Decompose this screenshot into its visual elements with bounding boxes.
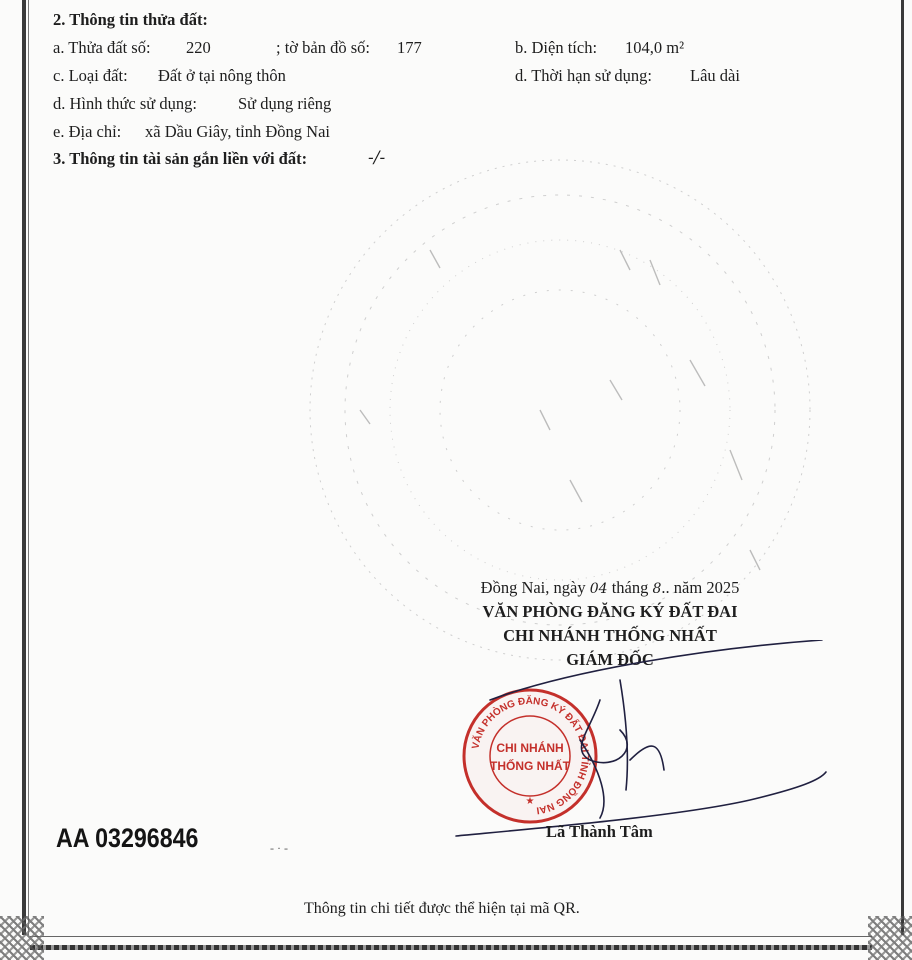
frame-border-left-inner xyxy=(28,0,29,935)
office-name-line2: CHI NHÁNH THỐNG NHẤT xyxy=(503,626,717,645)
land-type-value: Đất ở tại nông thôn xyxy=(158,66,286,85)
handwritten-signature xyxy=(450,640,830,840)
area-label: b. Diện tích: xyxy=(515,38,598,57)
parcel-number-label: a. Thửa đất số: xyxy=(53,38,151,57)
usage-term-label: d. Thời hạn sử dụng: xyxy=(515,66,652,85)
section3-heading: 3. Thông tin tài sản gắn liền với đất: xyxy=(53,149,308,168)
seal-center-line1: CHI NHÁNH xyxy=(496,741,564,755)
address-label: e. Địa chỉ: xyxy=(53,122,122,141)
parcel-number-value: 220 xyxy=(186,38,211,57)
cut-off-previous-line xyxy=(50,0,570,5)
issue-date-year: .. năm 2025 xyxy=(661,578,740,597)
map-sheet-value: 177 xyxy=(397,38,422,57)
issue-date-line xyxy=(440,577,780,600)
corner-ornament-left xyxy=(0,916,44,960)
corner-ornament-right xyxy=(868,916,912,960)
seal-center-line2: THỐNG NHẤT xyxy=(490,759,570,773)
signer-name: Lã Thành Tâm xyxy=(546,822,653,841)
address-value: xã Dầu Giây, tỉnh Đồng Nai xyxy=(145,122,330,141)
usage-form-label: d. Hình thức sử dụng: xyxy=(53,94,197,113)
map-sheet-label: ; tờ bản đồ số: xyxy=(276,38,370,57)
usage-term-value: Lâu dài xyxy=(690,66,740,85)
issue-date-place: Đồng Nai, ngày xyxy=(480,578,586,597)
issue-date-month-label: tháng xyxy=(611,578,649,597)
issue-date-day: 04 xyxy=(589,581,608,597)
area-value: 104,0 m² xyxy=(625,38,685,57)
certificate-serial-number: AA 03296846 xyxy=(56,823,199,853)
section2-heading: 2. Thông tin thửa đất: xyxy=(53,10,208,29)
frame-border-left xyxy=(22,0,26,935)
issue-date-month: 8 xyxy=(652,581,662,597)
signer-position: GIÁM ĐỐC xyxy=(566,650,654,669)
qr-note: Thông tin chi tiết được thể hiện tại mã QR. xyxy=(304,900,580,917)
serial-trailing-marks: - · - xyxy=(270,841,288,855)
usage-form-value: Sử dụng riêng xyxy=(238,94,332,113)
frame-border-bottom xyxy=(30,945,872,950)
section3-handwritten-value: -/- xyxy=(368,148,386,168)
land-type-label: c. Loại đất: xyxy=(53,66,128,85)
frame-border-bottom-inner xyxy=(30,936,872,937)
seal-ring-text: VĂN PHÒNG ĐĂNG KÝ ĐẤT ĐAI TỈNH ĐỒNG NAI xyxy=(470,695,591,816)
seal-star-icon: ★ xyxy=(525,796,535,807)
office-name-line1: VĂN PHÒNG ĐĂNG KÝ ĐẤT ĐAI xyxy=(482,602,738,621)
frame-border-right xyxy=(901,0,904,935)
